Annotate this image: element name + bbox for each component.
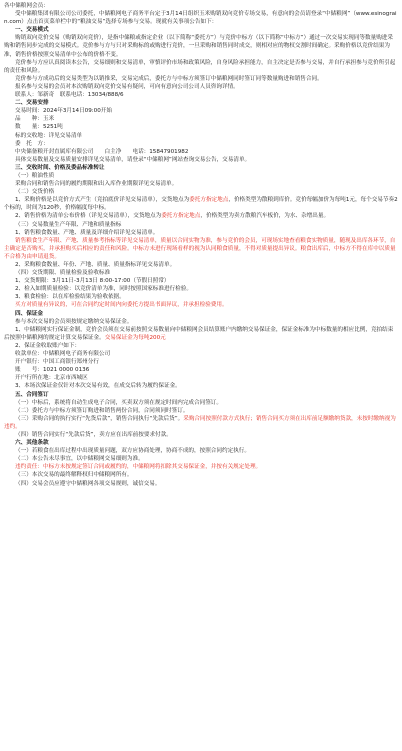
section-3-sub-2: （二）交货价格 bbox=[15, 189, 55, 196]
section-3-item-1: 1、采购价格是以竞价方式产生（竞拍底价详见交易清单），交货地点为委托方指定地点，价格类型为散粮到库价。竞价每幅加价为每吨1元，每个交易节奏2个标的，时间为120秒，价格幅度每中标。 bbox=[4, 197, 398, 212]
bank-account: 账 号：1021 0000 0136 bbox=[15, 367, 90, 374]
section-3-sub-4-paragraph-3: 3、粮食检验：以在库检验结果为验收依据。 bbox=[15, 294, 125, 301]
contract-highlight: 采购合同按照付款方式执行；销售合同买方须在出库前足额缴纳货款，未按时缴纳视为违约。 bbox=[4, 415, 396, 430]
section-6-title: 六、其他条款 bbox=[15, 440, 49, 447]
deposit-highlight: 交易保证金为每吨200元 bbox=[104, 334, 166, 341]
section-5-paragraph-2: （二）委托方与中标方须签订购进和销售两份合同，合同须同时签订。 bbox=[15, 407, 189, 414]
section-4-paragraph-1: 参与本次交易的会员须按规定缴纳交易保证金。 bbox=[15, 318, 133, 325]
contact-label: 联系人： bbox=[15, 92, 38, 99]
contact-name: 邹新奇 bbox=[37, 92, 55, 99]
section-5-paragraph-1: （一）中标后，系统将自动生成电子合同，买卖双方须在规定时间内完成合同签订。 bbox=[15, 399, 222, 406]
section-6-paragraph-2: （二）本公告未尽事宜，以中储粮网交易细则为准。 bbox=[15, 456, 144, 463]
bank-location: 开户行所在地：北京市西城区 bbox=[15, 375, 88, 382]
section-6-paragraph-4: （三）本次交易的最终解释权归中储粮网所有。 bbox=[15, 472, 133, 479]
section-3-sub-3-paragraph-1: 1、销售粮食数量、产地、质量及详细介绍详见交易清单。 bbox=[15, 229, 159, 236]
section-3-item-2: 2、销售价格为清单公布价格（详见交易清单），交货地点为委托方指定地点，价格类型为卖方散粮汽车板价，为水、杂增出量。 bbox=[15, 213, 330, 220]
section-1-title: 一、交易模式 bbox=[15, 27, 49, 34]
section-2-title: 二、交易安排 bbox=[15, 100, 49, 107]
section-3-sub-4-highlight: 买方对质量有异议的，可在合同约定时间内向委托方提出书面异议，并承担检验费用。 bbox=[15, 302, 228, 309]
section-1-paragraph-4: 报名参与交易的会员对本次购销双向竞价交易有疑问，可向有意向公司公司人员咨询详情。 bbox=[15, 83, 239, 90]
section-4-paragraph-3: 2、保证金收取账户如下： bbox=[15, 342, 81, 349]
section-2-paragraph: 具体交易数量及交易质量安排详见交易清单，请登录“中储粮网”网站查询交易公告，交易清单。 bbox=[15, 156, 251, 163]
section-5-paragraph-3: （三）采购合同的执行实行“先货后款”，销售合同执行“先款后货”。采购合同按照付款方式执行；销售合同买方须在出库前足额缴纳货款，未按时缴纳视为违约。 bbox=[4, 415, 396, 430]
section-3-sub-3: （三）交易数量生产年限、产地和质量指标 bbox=[15, 221, 122, 228]
section-3-sub-4: （四）交货期限、质量检验及验收标准 bbox=[15, 270, 111, 277]
contact-phone: 13034/888/6 bbox=[87, 92, 124, 99]
section-3-sub-1: （一）粮油性质 bbox=[15, 172, 55, 179]
section-4-paragraph-4: 3、本场次保证金仅针对本次交易有效，在成交后转为履约保证金。 bbox=[15, 383, 181, 390]
trade-quantity: 数 量：5251吨 bbox=[15, 124, 63, 131]
section-1-paragraph-3: 竞价参与方成功后的交易类型为以销推采，交易完成后，委托方与中标方须签订中储粮网同时签订同等数量购进和销售合同。 bbox=[15, 75, 323, 82]
section-6-highlight: 违约责任：中标方未按规定签订合同或履约的，中储粮网将扣除其交易保证金，并按有关规定处理。 bbox=[15, 464, 262, 471]
highlight-location-1: 委托方指定地点 bbox=[189, 197, 229, 204]
section-5-paragraph-4: （四）销售合同实行“先款后货”，卖方应在出库前按要求付款。 bbox=[15, 431, 172, 438]
trade-time: 交易时间：2024年3月14日09:00开始 bbox=[15, 108, 112, 115]
bank-payee: 收款单位：中储粮网电子商务有限公司 bbox=[15, 351, 111, 358]
contact-phone-label: 联系电话： bbox=[59, 92, 88, 99]
section-3-sub-4-paragraph-1: 1、交货期限：3月11日-3月13日 8:00-17:00（节假日照常） bbox=[15, 278, 170, 285]
section-4-title: 四、保证金 bbox=[15, 310, 43, 317]
contact-line bbox=[4, 91, 398, 99]
section-3-sub-3-highlight: 销售粮食生产年限、产地、质量参考指标等详见交易清单，质量以合同实物为准，参与竞价的会员，可现场实地查看粮食实物质量，随现及出库各环节，自主确定是否购买，并承担购买后相应的责任和风险。中标方未进行现场看样的视为认同粮食质量，不得对质量提出异议。粮食出库后，中标方不得在库中以质量不合格为由申请退货。 bbox=[4, 237, 396, 260]
section-6-paragraph-1: （一）若粮食在出库过程中出现质量问题，双方应协商处理，协商不成的，按照合同约定执行。 bbox=[15, 448, 250, 455]
highlight-location-2: 委托方指定地点 bbox=[161, 213, 201, 220]
section-4-paragraph-2: 1、中储粮网实行保证金制，竞价会员须在交易前按照交易数量向中储粮网会员结算账户内缴纳交易保证金，保证金标准为中标数量的相应比例，竞拍结束后按照中储粮网的规定计算交易保证金。交易保证金为每吨200元 bbox=[4, 326, 394, 341]
trade-delegate-label: 委 托 方： bbox=[15, 140, 49, 147]
section-3-sub-4-paragraph-2: 2、检入如期质量检验：以竞价清单为准，同时按照国家标准进行检验。 bbox=[15, 286, 192, 293]
section-3-title: 三、交收时间、价格及委品标准转让 bbox=[15, 164, 105, 171]
section-1-paragraph-1: 购销双向竞价交易（购销双向竞价），是指中储粮或指定企业（以下简称“委托方”）与竞价中标方（以下简称“中标方”）通过一次交易实现同等数量购进采购和销售同步完成的交易模式。竞价参与方与只对采购标的或购进行竞价，一旦采购和销售同时成交，则相对应的物权交割时间确定。采购价格以竞价结果为准，销售价格按照交易清单中公布的价格不变。 bbox=[4, 35, 393, 58]
section-3-sub-3-paragraph-2: 2、采购粮食数量、年份、产地、质量、质量指标详见交易清单。 bbox=[15, 262, 176, 268]
trade-delegate-line: 中央储备粮开封直属库有限公司 白主净 电话：15847901982 bbox=[15, 148, 189, 155]
greeting: 各中储粮网会员： bbox=[4, 3, 49, 9]
bank-name: 开户银行：中国工商银行郑州分行 bbox=[15, 359, 99, 366]
trade-variety: 品 种：玉米 bbox=[15, 116, 55, 123]
section-3-sub-1-paragraph: 采购合同和销售合同的履约期限和出入库作业期限详见交易清单。 bbox=[15, 181, 178, 188]
section-1-paragraph-2: 竞价参与方应认真阅读本公告，交易细则和交易清单，审慎评价市场和政策风险，自身风险承担能力，自主决定是否参与交易，并自行承担参与竞价所引起的责任和风险。 bbox=[4, 59, 396, 74]
trade-target: 标的交收地：详见交易清单 bbox=[15, 132, 83, 139]
section-6-paragraph-5: （四）交易会员应遵守中储粮网各项交易规则，诚信交易。 bbox=[15, 480, 161, 487]
section-5-title: 五、合同签订 bbox=[15, 391, 49, 398]
intro-paragraph: 受中储粮集团有限公司公司委托，中储粮网电子商务平台定于3月14日组织玉米购销双向竞价专场交易，有意向的会员请登录“中储粮网”（www.esinograin.com）点击首页菜单栏中的“粮油交易”选择专场参与交易。现就有关事项公告如下： bbox=[4, 11, 397, 26]
